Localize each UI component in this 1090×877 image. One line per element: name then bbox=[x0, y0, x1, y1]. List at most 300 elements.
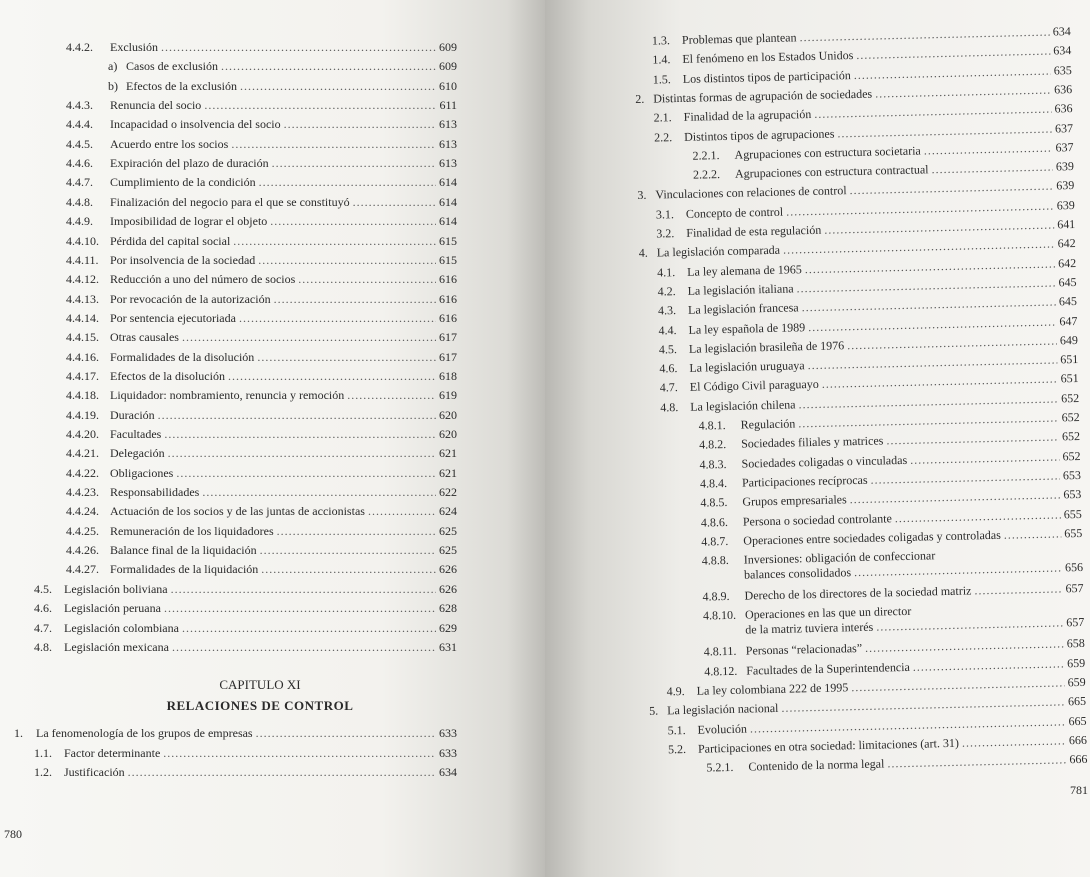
toc-entry-title: Efectos de la disolución bbox=[110, 368, 225, 383]
toc-entry-title: Grupos empresariales bbox=[742, 492, 847, 509]
toc-entry-title: La legislación brasileña de 1976 bbox=[688, 338, 845, 356]
toc-entry-title: Operaciones en las que un director bbox=[744, 604, 912, 623]
toc-entry-title: Distintos tipos de agrupaciones bbox=[683, 125, 835, 144]
leader-dots bbox=[239, 311, 436, 325]
toc-entry bbox=[34, 621, 457, 635]
toc-entry-title: La fenomenología de los grupos de empresas bbox=[36, 726, 253, 740]
toc-entry-page: 651 bbox=[1060, 371, 1079, 386]
toc-entry-page: 626 bbox=[439, 581, 457, 596]
toc-entry-title: Exclusión bbox=[110, 40, 158, 54]
toc-entry-page: 611 bbox=[439, 98, 457, 113]
leader-dots bbox=[824, 218, 1054, 237]
chapter-label: CAPITULO XI bbox=[219, 677, 301, 692]
toc-entry-page: 614 bbox=[439, 175, 457, 190]
toc-entry bbox=[704, 636, 1085, 659]
leader-dots bbox=[854, 63, 1051, 81]
leader-dots bbox=[221, 59, 436, 73]
toc-entry-number: 4.4.21. bbox=[66, 446, 99, 461]
leader-dots bbox=[875, 82, 1051, 100]
leader-dots bbox=[887, 753, 1066, 771]
toc-entry-number: 4.8. bbox=[34, 639, 52, 654]
toc-entry-number: 4.9. bbox=[666, 684, 685, 699]
leader-dots bbox=[298, 272, 436, 286]
leader-dots bbox=[368, 504, 436, 518]
toc-entry-number: 4.4.8. bbox=[66, 194, 93, 209]
toc-entry-title: Sociedades filiales y matrices bbox=[740, 433, 884, 451]
toc-entry bbox=[66, 388, 457, 402]
leader-dots bbox=[876, 616, 1063, 634]
toc-entry-number: 4.4. bbox=[658, 322, 677, 338]
toc-entry-page: 642 bbox=[1057, 236, 1076, 251]
leader-dots bbox=[163, 746, 436, 760]
toc-entry-number: 2.2.2. bbox=[692, 167, 721, 182]
leader-dots bbox=[284, 117, 436, 131]
toc-entry-title: Imposibilidad de lograr el objeto bbox=[110, 214, 268, 229]
toc-entry-page: 631 bbox=[439, 639, 457, 654]
toc-entry bbox=[699, 429, 1080, 452]
toc-entry-page: 636 bbox=[1054, 101, 1073, 116]
toc-entry-number: 2. bbox=[635, 91, 645, 106]
toc-entry bbox=[34, 746, 457, 760]
leader-dots bbox=[814, 102, 1052, 121]
toc-entry-number: 4.4.27. bbox=[66, 562, 99, 577]
leader-dots bbox=[865, 637, 1064, 656]
toc-entry-number: 4.4.18. bbox=[66, 388, 99, 403]
leader-dots bbox=[799, 25, 1050, 45]
leader-dots bbox=[161, 40, 436, 54]
toc-entry-page: 642 bbox=[1057, 255, 1077, 271]
toc-entry-number: 5.2. bbox=[667, 741, 687, 757]
toc-entry-page: 628 bbox=[439, 601, 457, 616]
leader-dots bbox=[924, 140, 1053, 157]
toc-entry bbox=[66, 137, 457, 151]
leader-dots bbox=[805, 256, 1056, 276]
leader-dots bbox=[202, 485, 436, 499]
toc-entry-page: 625 bbox=[439, 523, 457, 538]
toc-entry bbox=[66, 40, 457, 54]
toc-entry-number: 5.1. bbox=[667, 722, 686, 737]
toc-entry-title: Participaciones recíprocas bbox=[741, 472, 868, 490]
toc-entry-title: El Código Civil paraguayo bbox=[689, 377, 819, 395]
toc-entry bbox=[34, 601, 457, 615]
toc-entry-number: 2.2.1. bbox=[692, 147, 720, 163]
leader-dots bbox=[801, 295, 1056, 315]
toc-entry-page: 610 bbox=[439, 78, 457, 93]
toc-entry bbox=[66, 272, 457, 286]
toc-entry-page: 641 bbox=[1057, 217, 1076, 232]
toc-entry-number: 4.3. bbox=[657, 303, 677, 318]
leader-dots bbox=[182, 621, 436, 635]
toc-entry-page: 659 bbox=[1067, 674, 1086, 690]
toc-entry-page: 620 bbox=[439, 407, 457, 422]
leader-dots bbox=[259, 175, 436, 189]
toc-entry-number: 4.8.12. bbox=[704, 663, 738, 679]
leader-dots bbox=[931, 160, 1053, 177]
toc-entry-page: 652 bbox=[1062, 448, 1081, 463]
toc-entry-number: 4.8.9. bbox=[702, 589, 730, 604]
toc-entry bbox=[706, 752, 1087, 775]
toc-entry-number: 4.4.23. bbox=[66, 485, 99, 500]
toc-entry-title: Facultades bbox=[110, 427, 162, 441]
chapter-title: RELACIONES DE CONTROL bbox=[166, 698, 354, 713]
toc-entry-page: 656 bbox=[1064, 560, 1084, 575]
leader-dots bbox=[851, 675, 1065, 694]
toc-entry-number: 4.4.15. bbox=[66, 330, 99, 345]
toc-entry-page: 639 bbox=[1056, 197, 1075, 213]
toc-entry bbox=[34, 582, 457, 596]
toc-entry-number: 4.8.7. bbox=[701, 533, 729, 549]
leader-dots bbox=[182, 330, 436, 344]
toc-entry-title: Formalidades de la disolución bbox=[110, 349, 255, 364]
toc-entry-page: 658 bbox=[1066, 636, 1085, 651]
toc-entry-page: 625 bbox=[439, 543, 457, 558]
toc-entry-title: Casos de exclusión bbox=[126, 59, 218, 74]
toc-entry-number: 4.5. bbox=[658, 341, 678, 357]
leader-dots bbox=[261, 562, 436, 576]
toc-entry-title: Concepto de control bbox=[685, 204, 784, 221]
toc-entry-number: 2.1. bbox=[653, 110, 672, 125]
page-number-left: 780 bbox=[4, 827, 22, 841]
toc-entry-title: Balance final de la liquidación bbox=[110, 543, 257, 558]
leader-dots bbox=[849, 179, 1053, 198]
toc-entry-title: Expiración del plazo de duración bbox=[110, 156, 269, 171]
toc-entry-title: Problemas que plantean bbox=[681, 30, 797, 47]
toc-entry-number: 4.8.11. bbox=[703, 644, 737, 659]
leader-dots bbox=[895, 507, 1061, 525]
leader-dots bbox=[258, 253, 436, 267]
toc-entry-page: 634 bbox=[1052, 24, 1071, 39]
toc-entry-title: Duración bbox=[110, 407, 155, 422]
toc-entry-number: 4. bbox=[638, 246, 648, 261]
leader-dots bbox=[850, 488, 1061, 507]
toc-entry-number: 4.4.12. bbox=[66, 272, 99, 287]
toc-entry-number: b) bbox=[108, 78, 118, 93]
toc-entry-title: Finalidad de la agrupación bbox=[683, 107, 812, 125]
toc-entry-number: 1.1. bbox=[34, 745, 52, 760]
toc-entry-title: Legislación boliviana bbox=[64, 581, 168, 596]
leader-dots bbox=[750, 714, 1066, 735]
toc-entry-number: 3. bbox=[637, 188, 647, 203]
toc-entry-title: Efectos de la exclusión bbox=[126, 78, 237, 93]
toc-entry-title: Los distintos tipos de participación bbox=[682, 67, 851, 86]
toc-entry-title: La ley alemana de 1965 bbox=[687, 261, 802, 279]
toc-entry-number: 4.8.1. bbox=[698, 418, 726, 433]
toc-entry-page: 665 bbox=[1068, 713, 1087, 728]
toc-entry-title: Legislación mexicana bbox=[64, 639, 169, 654]
toc-entry-number: 4.8.8. bbox=[701, 553, 729, 568]
toc-entry-page: 613 bbox=[439, 117, 457, 132]
toc-entry bbox=[66, 117, 457, 131]
toc-entry-page: 629 bbox=[439, 620, 457, 635]
toc-entry bbox=[66, 485, 457, 499]
leader-dots bbox=[176, 466, 436, 480]
toc-entry-number: 4.4.22. bbox=[66, 465, 99, 480]
toc-entry-title: La legislación chilena bbox=[690, 397, 796, 414]
toc-entry-page: 657 bbox=[1065, 581, 1084, 596]
toc-entry-number: 4.6. bbox=[659, 361, 678, 376]
leader-dots bbox=[171, 582, 436, 596]
leader-dots bbox=[168, 446, 436, 460]
toc-entry-number: 4.8.3. bbox=[699, 456, 727, 472]
leader-dots bbox=[847, 333, 1057, 352]
toc-entry-page: 652 bbox=[1061, 429, 1081, 444]
toc-entry-title: Legislación colombiana bbox=[64, 620, 179, 635]
toc-entry-number: 3.2. bbox=[656, 226, 675, 241]
toc-entry-title: Obligaciones bbox=[110, 465, 174, 480]
toc-entry bbox=[66, 98, 457, 112]
toc-entry bbox=[66, 350, 457, 364]
page-number-right: 781 bbox=[1070, 783, 1088, 797]
toc-entry-number: 4.7. bbox=[34, 620, 52, 635]
toc-entry bbox=[692, 140, 1073, 163]
toc-entry-page: 621 bbox=[439, 465, 457, 480]
toc-entry-number: 4.4.14. bbox=[66, 310, 99, 325]
toc-entry-number: 1.3. bbox=[651, 33, 671, 48]
toc-entry-title: Reducción a uno del número de socios bbox=[110, 272, 296, 287]
toc-entry-page: 613 bbox=[439, 136, 457, 151]
toc-entry-page: 634 bbox=[439, 765, 457, 779]
toc-entry-title: La ley colombiana 222 de 1995 bbox=[696, 680, 849, 698]
toc-entry-page: 636 bbox=[1053, 81, 1073, 97]
toc-entry-title: Delegación bbox=[110, 446, 165, 461]
toc-entry bbox=[701, 506, 1082, 529]
toc-entry-number: 1. bbox=[14, 726, 23, 740]
toc-entry-title: Agrupaciones con estructura societaria bbox=[734, 143, 921, 162]
toc-entry bbox=[66, 234, 457, 248]
toc-entry bbox=[66, 369, 457, 383]
toc-entry bbox=[66, 504, 457, 518]
toc-entry-number: 4.4.9. bbox=[66, 214, 93, 229]
toc-entry-title: Liquidador: nombramiento, renuncia y remoción bbox=[110, 388, 345, 403]
leader-dots bbox=[164, 601, 436, 615]
leader-dots bbox=[353, 195, 436, 209]
toc-entry bbox=[704, 656, 1085, 679]
toc-entry-page: 651 bbox=[1060, 352, 1079, 367]
leader-dots bbox=[798, 391, 1058, 411]
leader-dots bbox=[128, 765, 436, 779]
toc-entry bbox=[66, 330, 457, 344]
toc-entry-page: 666 bbox=[1069, 752, 1088, 767]
leader-dots bbox=[172, 640, 436, 654]
leader-dots bbox=[886, 430, 1059, 448]
toc-entry bbox=[66, 543, 457, 557]
leader-dots bbox=[204, 98, 436, 112]
toc-entry-page: 655 bbox=[1063, 506, 1082, 521]
toc-entry-page: 614 bbox=[439, 194, 457, 209]
leader-dots bbox=[808, 314, 1057, 334]
toc-entry-title: Responsabilidades bbox=[110, 485, 200, 500]
toc-entry-number: 5. bbox=[649, 703, 659, 719]
leader-dots bbox=[228, 369, 436, 383]
toc-entry-title: Legislación peruana bbox=[64, 601, 161, 616]
toc-entry-title: Regulación bbox=[740, 416, 796, 432]
leader-dots bbox=[974, 582, 1062, 598]
toc-entry-title: Derecho de los directores de la sociedad matriz bbox=[744, 583, 972, 603]
toc-entry-number: 4.8.5. bbox=[700, 495, 728, 510]
toc-entry bbox=[66, 214, 457, 228]
toc-entry-page: 633 bbox=[439, 745, 457, 760]
toc-entry-title: Por revocación de la autorización bbox=[110, 291, 271, 306]
toc-entry-page: 637 bbox=[1054, 120, 1074, 135]
leader-dots bbox=[807, 353, 1057, 373]
toc-entry-page: 635 bbox=[1053, 62, 1072, 78]
leader-dots bbox=[786, 198, 1054, 218]
toc-entry-page: 615 bbox=[439, 233, 457, 248]
leader-dots bbox=[837, 121, 1052, 140]
toc-entry-number: 4.4.3. bbox=[66, 98, 93, 113]
toc-entry-page: 616 bbox=[439, 310, 457, 325]
leader-dots bbox=[233, 234, 436, 248]
toc-entry-title: Inversiones: obligación de confeccionar bbox=[743, 548, 936, 567]
toc-entry-title: Acuerdo entre los socios bbox=[110, 136, 229, 151]
toc-entry bbox=[108, 79, 457, 93]
leader-dots bbox=[856, 44, 1050, 62]
toc-entry-page: 649 bbox=[1059, 332, 1079, 348]
toc-entry-page: 653 bbox=[1063, 487, 1082, 502]
toc-entry-page: 652 bbox=[1061, 409, 1080, 425]
toc-entry-page: 639 bbox=[1055, 159, 1075, 174]
toc-entry-number: 4.4.13. bbox=[66, 291, 99, 306]
toc-entry-page: 626 bbox=[439, 562, 457, 577]
toc-entry-title: La legislación francesa bbox=[687, 300, 799, 318]
toc-entry-title: Contenido de la norma legal bbox=[748, 756, 885, 774]
leader-dots bbox=[347, 388, 436, 402]
right-toc bbox=[545, 0, 1090, 877]
toc-entry-title: Persona o sociedad controlante bbox=[742, 510, 892, 529]
toc-entry bbox=[108, 59, 457, 73]
toc-entry bbox=[693, 159, 1074, 182]
toc-entry-title: Por insolvencia de la sociedad bbox=[110, 252, 256, 267]
toc-entry-page: 624 bbox=[439, 504, 457, 519]
toc-entry-title: Operaciones entre sociedades coligadas y controladas bbox=[743, 527, 1001, 548]
toc-entry-number: 4.4.26. bbox=[66, 543, 99, 558]
toc-entry-number: 5.2.1. bbox=[706, 760, 734, 775]
toc-entry-title: Finalización del negocio para el que se constituyó bbox=[110, 194, 350, 209]
toc-entry-title: Participaciones en otra sociedad: limitaciones (art. 31) bbox=[697, 735, 960, 756]
toc-entry-title: La legislación comparada bbox=[656, 243, 781, 260]
toc-entry-page: 615 bbox=[439, 252, 457, 267]
toc-entry-page: 617 bbox=[439, 349, 457, 364]
toc-entry-number: 4.2. bbox=[657, 284, 676, 299]
toc-entry-page: 616 bbox=[439, 291, 457, 306]
toc-entry-page: 645 bbox=[1058, 274, 1077, 290]
toc-entry-title: Actuación de los socios y de las juntas de accionistas bbox=[110, 504, 365, 519]
toc-entry-page: 655 bbox=[1064, 525, 1083, 541]
toc-entry-title: Otras causales bbox=[110, 330, 179, 345]
toc-entry-number: 4.7. bbox=[659, 380, 678, 395]
leader-dots bbox=[783, 237, 1055, 257]
toc-entry-number: 3.1. bbox=[655, 206, 675, 222]
leader-dots bbox=[158, 408, 436, 422]
toc-entry-title: Vinculaciones con relaciones de control bbox=[655, 183, 847, 202]
toc-entry-number: 4.4.17. bbox=[66, 368, 99, 383]
toc-entry bbox=[66, 292, 457, 306]
leader-dots bbox=[822, 372, 1058, 391]
toc-entry bbox=[66, 175, 457, 189]
toc-entry-page: 618 bbox=[439, 368, 457, 383]
toc-entry-page: 634 bbox=[1053, 43, 1072, 58]
toc-entry-number: 4.8.4. bbox=[699, 475, 728, 491]
leader-dots bbox=[781, 695, 1065, 715]
leader-dots bbox=[256, 726, 436, 740]
toc-entry-title: Incapacidad o insolvencia del socio bbox=[110, 117, 281, 132]
toc-entry-number: 4.5. bbox=[34, 581, 52, 596]
toc-entry-page: 647 bbox=[1059, 313, 1078, 328]
leader-dots bbox=[277, 524, 436, 538]
toc-entry-number: 4.4.11. bbox=[66, 252, 99, 267]
toc-entry bbox=[700, 487, 1081, 510]
toc-entry-page: 616 bbox=[439, 272, 457, 287]
leader-dots bbox=[798, 410, 1059, 430]
toc-entry bbox=[66, 427, 457, 441]
leader-dots bbox=[1004, 526, 1062, 541]
toc-entry-title-cont: de la matriz tuviera interés bbox=[745, 620, 874, 638]
toc-entry-page: 609 bbox=[439, 59, 457, 74]
toc-entry-title: Factor determinante bbox=[64, 745, 161, 760]
toc-entry-number: 4.4.20. bbox=[66, 427, 99, 441]
toc-entry-number: 4.4.25. bbox=[66, 523, 99, 538]
right-page bbox=[545, 0, 1090, 877]
toc-entry-number: 4.4.6. bbox=[66, 156, 93, 171]
toc-entry bbox=[66, 156, 457, 170]
toc-entry-number: 4.4.19. bbox=[66, 407, 99, 422]
toc-entry-title: Renuncia del socio bbox=[110, 98, 202, 113]
toc-entry bbox=[699, 410, 1080, 433]
toc-entry bbox=[14, 726, 457, 740]
toc-entry-number: 4.8. bbox=[660, 399, 679, 415]
toc-entry-page: 657 bbox=[1066, 615, 1085, 630]
toc-entry-page: 645 bbox=[1058, 294, 1078, 309]
leader-dots bbox=[270, 214, 436, 228]
leader-dots bbox=[274, 292, 436, 306]
toc-entry-number: 4.8.10. bbox=[702, 608, 737, 623]
toc-entry-page: 620 bbox=[439, 427, 457, 441]
toc-entry bbox=[702, 581, 1083, 604]
toc-entry-page: 621 bbox=[439, 446, 457, 461]
toc-entry-title: Distintas formas de agrupación de sociedades bbox=[653, 86, 873, 106]
toc-entry bbox=[66, 311, 457, 325]
toc-entry bbox=[699, 449, 1080, 472]
toc-entry-title: Facultades de la Superintendencia bbox=[746, 659, 910, 678]
toc-entry-number: 4.4.16. bbox=[66, 349, 99, 364]
toc-entry-page: 637 bbox=[1055, 139, 1074, 155]
toc-entry-page: 652 bbox=[1061, 390, 1080, 406]
toc-entry-title: Finalidad de esta regulación bbox=[686, 222, 822, 240]
toc-entry-page: 619 bbox=[439, 388, 457, 403]
toc-entry-page: 659 bbox=[1067, 655, 1086, 671]
leader-dots bbox=[910, 449, 1060, 466]
toc-entry bbox=[34, 765, 457, 779]
toc-entry-page: 665 bbox=[1067, 694, 1087, 709]
toc-entry-title: Por sentencia ejecutoriada bbox=[110, 310, 236, 325]
toc-entry-number: a) bbox=[108, 59, 118, 74]
leader-dots bbox=[260, 543, 436, 557]
leader-dots bbox=[240, 79, 436, 93]
toc-entry-title-cont: balances consolidados bbox=[743, 565, 852, 582]
toc-entry-number: 2.2. bbox=[653, 129, 673, 145]
toc-entry-title: La legislación nacional bbox=[666, 701, 779, 718]
toc-entry-title: Formalidades de la liquidación bbox=[110, 562, 259, 577]
toc-entry-title: La legislación uruguaya bbox=[689, 358, 805, 375]
leader-dots bbox=[870, 468, 1060, 486]
toc-entry-page: 622 bbox=[439, 485, 457, 500]
toc-entry-title: Agrupaciones con estructura contractual bbox=[734, 162, 929, 181]
toc-entry-page: 617 bbox=[439, 330, 457, 345]
toc-entry-number: 1.4. bbox=[652, 52, 671, 67]
toc-entry bbox=[66, 408, 457, 422]
toc-entry-number: 4.4.10. bbox=[66, 233, 99, 248]
toc-entry-title: Remuneración de los liquidadores bbox=[110, 523, 274, 538]
